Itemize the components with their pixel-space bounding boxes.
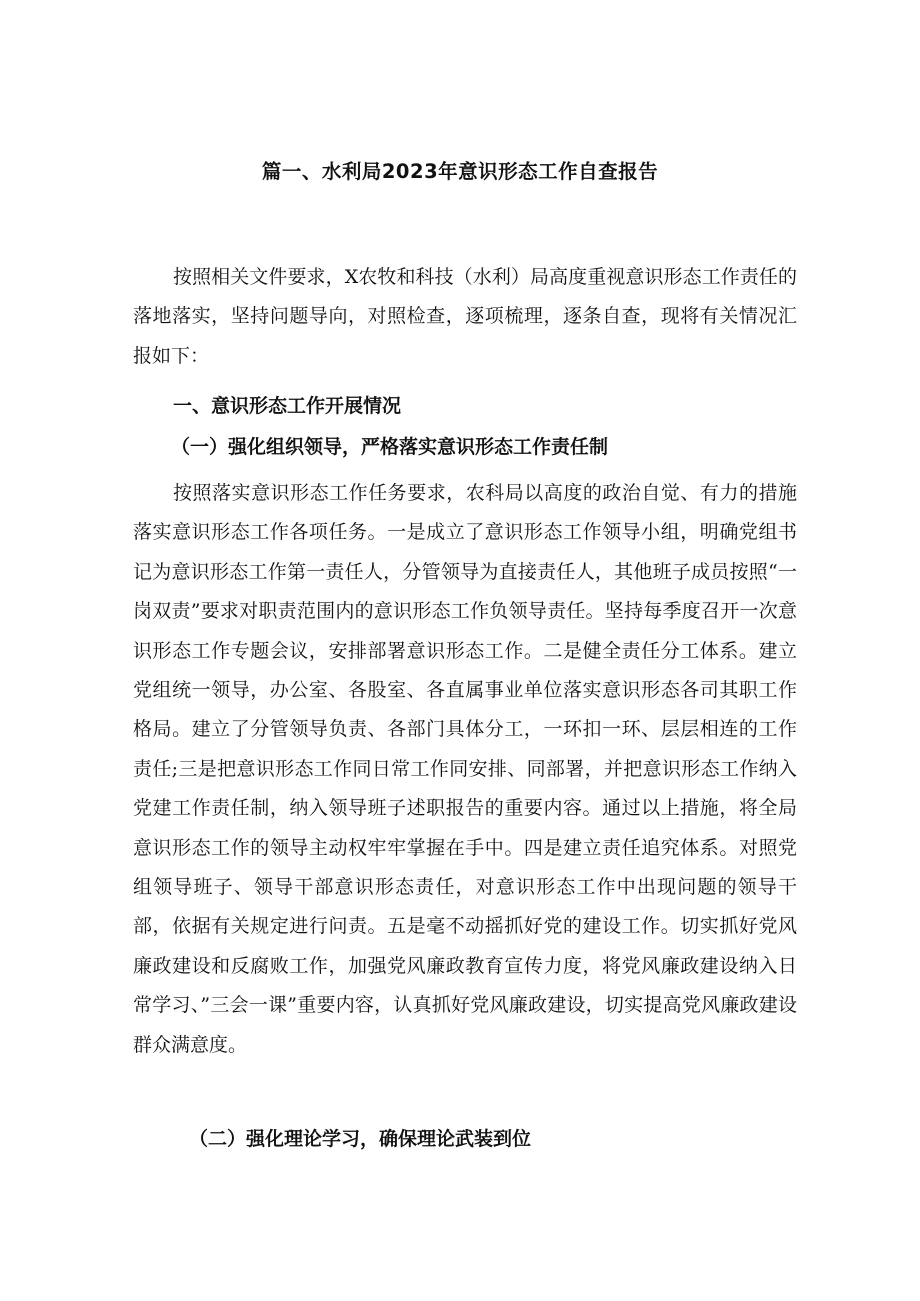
intro-paragraph: 按照相关文件要求，X农牧和科技（水利）局高度重视意识形态工作责任的落地落实，坚持问题导向，对照检查，逐项梳理，逐条自查，现将有关情况汇报如下： — [133, 266, 797, 367]
section-heading-1: 一、意识形态工作开展情况 — [173, 395, 402, 417]
subsection-heading-2: （二）强化理论学习，确保理论武装到位 — [189, 1128, 532, 1150]
document-title: 篇一、水利局2023年意识形态工作自查报告 — [261, 160, 659, 183]
subsection-1-body: 按照落实意识形态工作任务要求，农科局以高度的政治自觉、有力的措施落实意识形态工作各项任务。一是成立了意识形态工作领导小组，明确党组书记为意识形态工作第一责任人，分管领导为直接责任人，其他班子成员按照“一岗双责”要求对职责范围内的意识形态工作负领导责任。坚持每季度召开一次意识形态工作专题会议，安排部署意识形态工作。二是健全责任分工体系。建立党组统一领导，办公室、各股室、各直属事业单位落实意识形态各司其职工作格局。建立了分管领导负责、各部门具体分工，一环扣一环、层层相连的工作责任;三是把意识形态工作同日常工作同安排、同部署，并把意识形态工作纳入党建工作责任制，纳入领导班子述职报告的重要内容。通过以上措施，将全局意识形态工作的领导主动权牢牢掌握在手中。四是建立责任追究体系。对照党组领导班子、领导干部意识形态责任，对意识形态工作中出现问题的领导干部，依据有关规定进行问责。五是毫不动摇抓好党的建设工作。切实抓好党风廉政建设和反腐败工作，加强党风廉政教育宣传力度，将党风廉政建设纳入日常学习、”三会一课”重要内容，认真抓好党风廉政建设，切实提高党风廉政建设群众满意度。 — [133, 482, 797, 1056]
subsection-heading-1: （一）强化组织领导，严格落实意识形态工作责任制 — [171, 436, 609, 458]
